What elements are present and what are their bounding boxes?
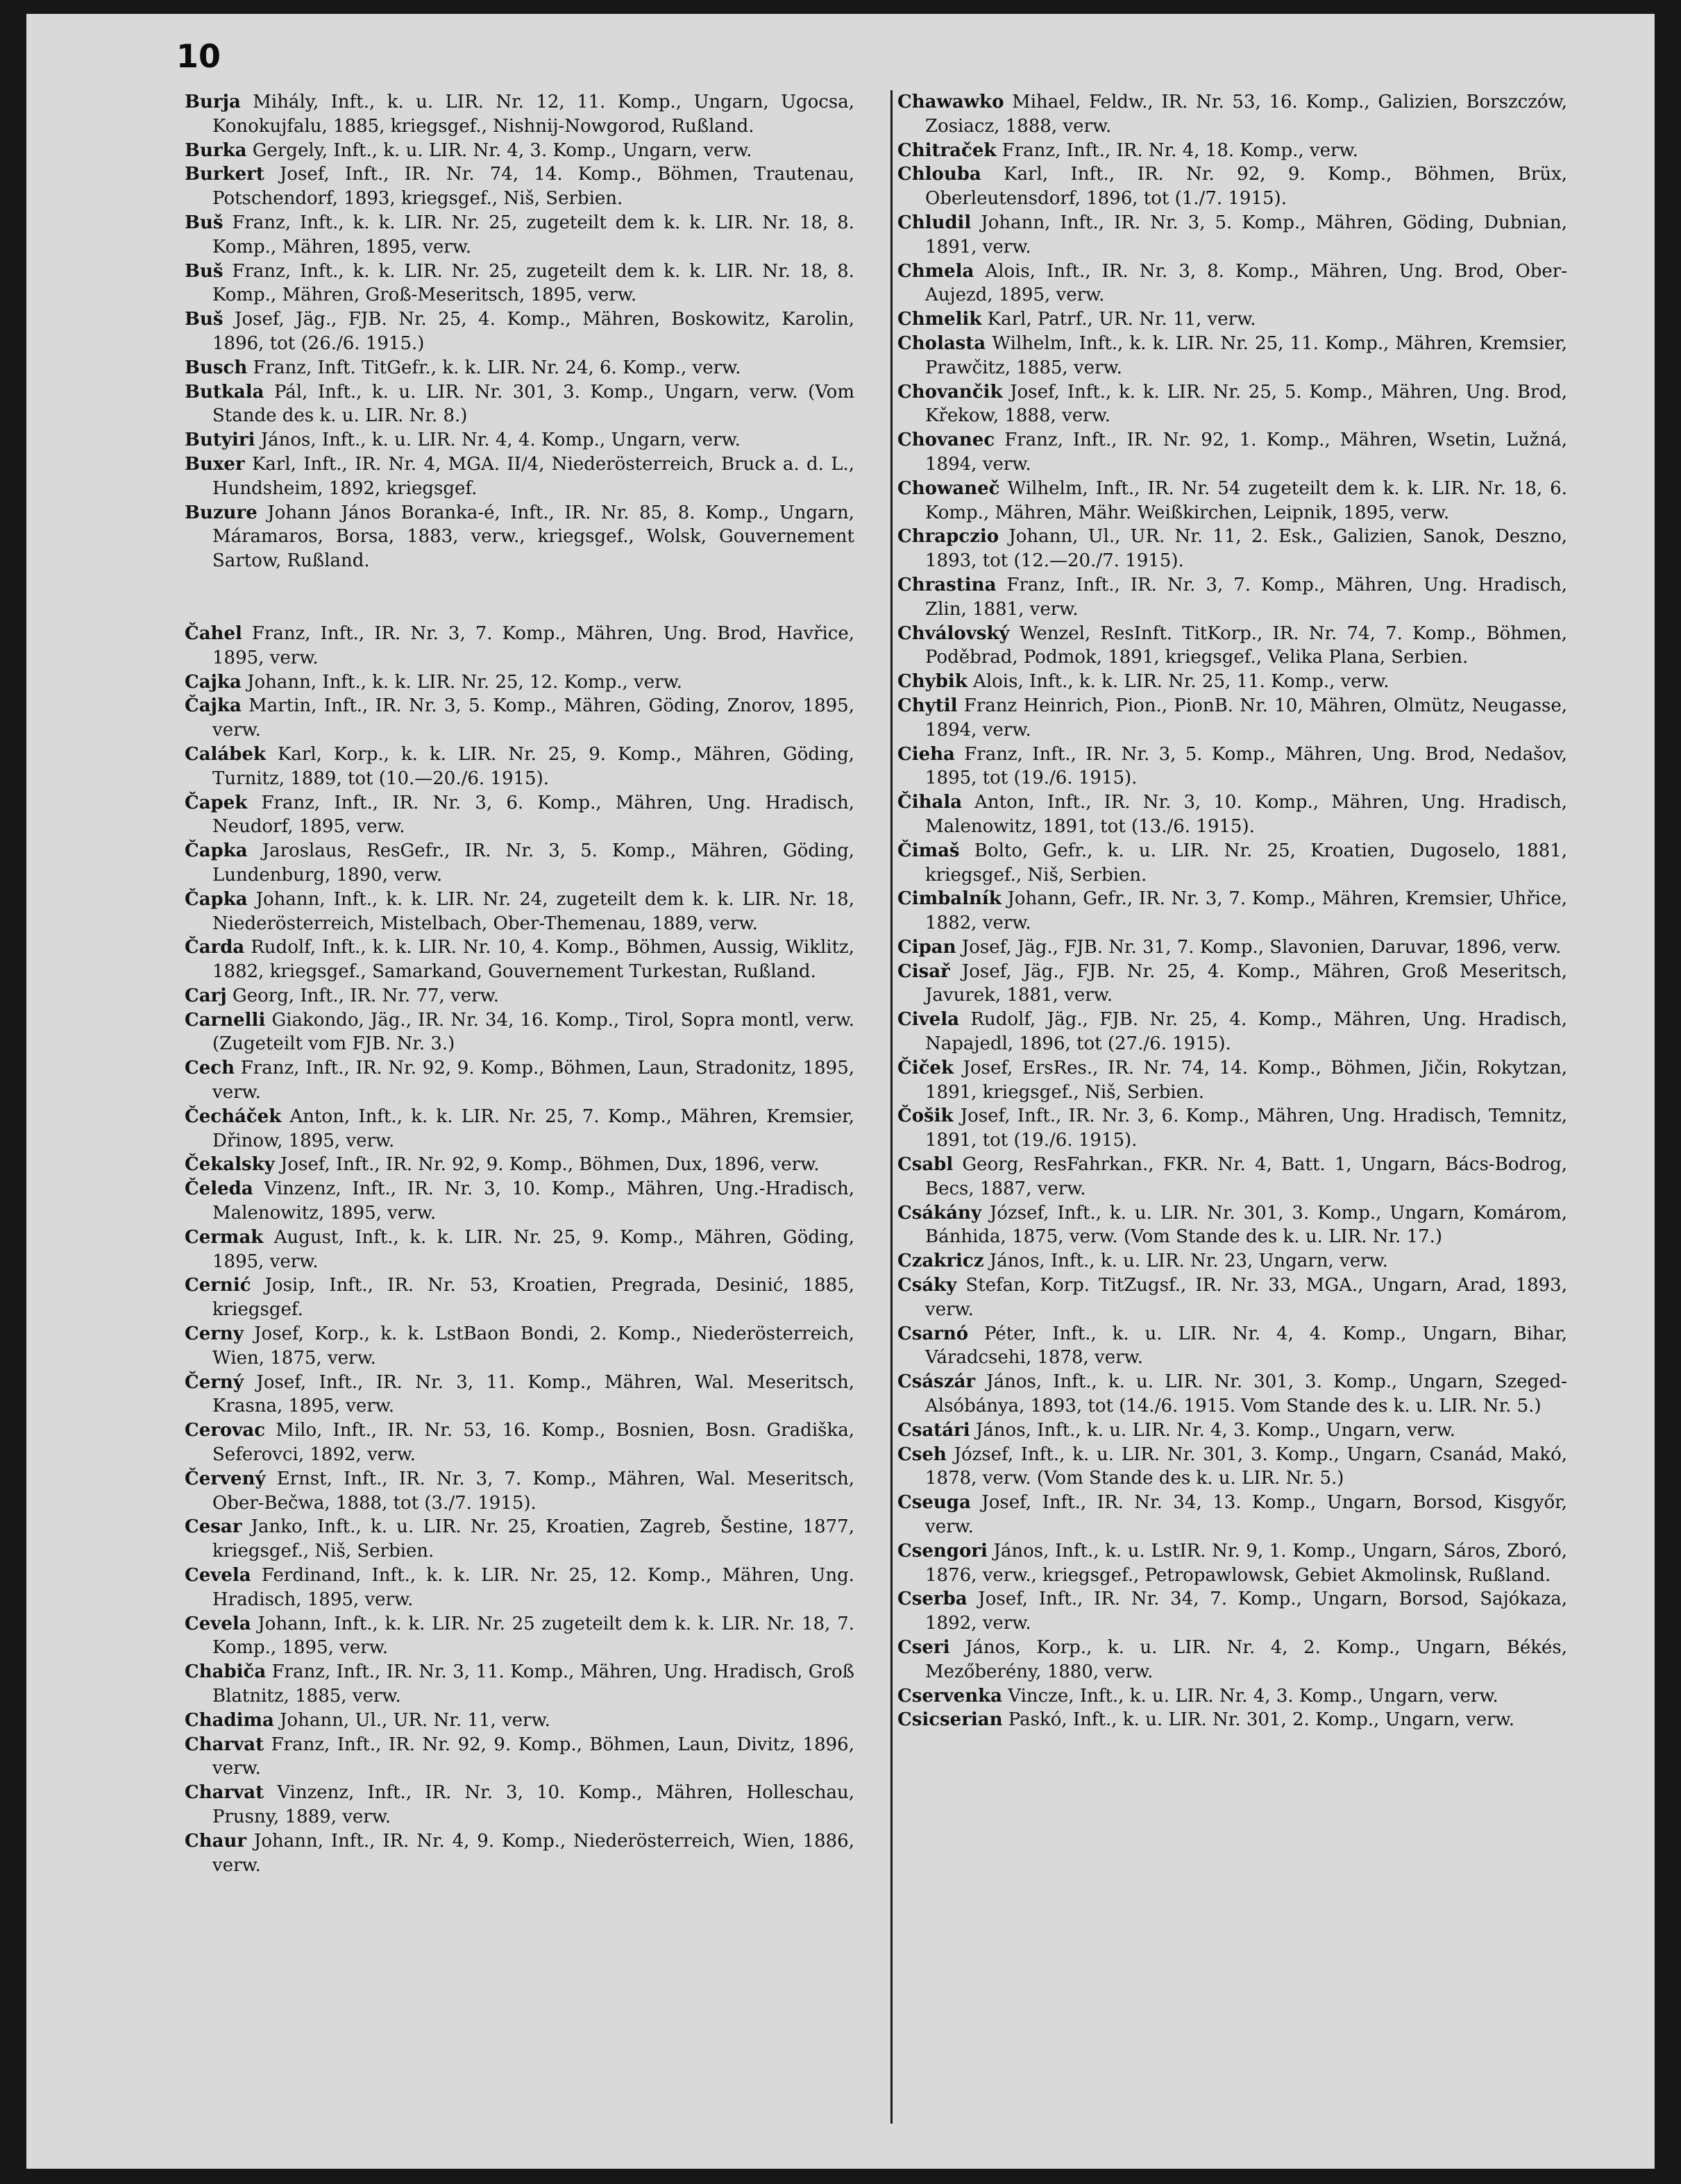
entry-surname: Čapek	[185, 792, 248, 813]
entry-details: Péter, Inft., k. u. LIR. Nr. 4, 4. Komp., Ungarn, Bihar, Váradcsehi, 1878, verw.	[925, 1323, 1567, 1369]
entry-surname: Civela	[897, 1009, 959, 1031]
register-entry	[185, 936, 854, 984]
entry-surname: Cevela	[185, 1565, 251, 1586]
entry-details: Gergely, Inft., k. u. LIR. Nr. 4, 3. Komp., Ungarn, verw.	[246, 139, 752, 161]
entry-surname: Butyiri	[185, 430, 255, 451]
entry-surname: Burja	[185, 92, 241, 112]
entry-details: August, Inft., k. k. LIR. Nr. 25, 9. Komp., Mähren, Göding, 1895, verw.	[212, 1226, 854, 1272]
entry-surname: Csengori	[897, 1540, 988, 1561]
register-entry	[185, 984, 854, 1008]
register-entry	[185, 1829, 854, 1878]
entry-surname: Csatári	[897, 1419, 970, 1441]
entry-details: Franz, Inft., IR. Nr. 3, 7. Komp., Mähren, Ung. Brod, Havřice, 1895, verw.	[212, 623, 854, 668]
register-entry	[897, 887, 1567, 936]
entry-details: Franz Heinrich, Pion., PionB. Nr. 10, Mähren, Olmütz, Neugasse, 1894, verw.	[925, 695, 1567, 740]
entry-surname: Chovančik	[897, 381, 1003, 403]
register-entry	[897, 1684, 1567, 1709]
entry-details: Josef, Jäg., FJB. Nr. 31, 7. Komp., Slavonien, Daruvar, 1896, verw.	[956, 936, 1562, 958]
entry-details: Josef, Inft., IR. Nr. 34, 13. Komp., Ungarn, Borsod, Kisgyőr, verw.	[925, 1492, 1567, 1538]
entry-surname: Császár	[897, 1371, 976, 1393]
entry-surname: Cimbalník	[897, 888, 1002, 910]
register-entry	[185, 1322, 854, 1371]
register-entry	[897, 1443, 1567, 1491]
register-entry	[897, 960, 1567, 1008]
entry-details: Franz, Inft., IR. Nr. 92, 9. Komp., Böhmen, Laun, Stradonitz, 1895, verw.	[212, 1058, 854, 1103]
register-entry	[185, 743, 854, 791]
entry-details: Milo, Inft., IR. Nr. 53, 16. Komp., Bosnien, Bosn. Gradiška, Seferovci, 1892, verw.	[212, 1420, 854, 1466]
register-entry	[897, 622, 1567, 670]
entry-details: Johann, Inft., k. k. LIR. Nr. 25, 12. Komp., verw.	[241, 671, 682, 693]
entry-details: Georg, ResFahrkan., FKR. Nr. 4, Batt. 1, Ungarn, Bács-Bodrog, Becs, 1887, verw.	[925, 1154, 1567, 1199]
register-entry	[185, 1008, 854, 1057]
entry-surname: Csicserian	[897, 1709, 1003, 1731]
entry-surname: Cisař	[897, 960, 950, 982]
entry-surname: Cseh	[897, 1444, 947, 1465]
register-entry	[185, 1371, 854, 1419]
entry-surname: Cesar	[185, 1516, 242, 1538]
entry-details: Franz, Inft., k. k. LIR. Nr. 25, zugeteilt dem k. k. LIR. Nr. 18, 8. Komp., Mähren, Groß-Meseritsch, 1895, verw.	[212, 260, 854, 306]
entry-surname: Csarnó	[897, 1323, 969, 1344]
entry-details: Bolto, Gefr., k. u. LIR. Nr. 25, Kroatien, Dugoselo, 1881, kriegsgef., Niš, Serbien.	[925, 840, 1567, 886]
entry-surname: Csákány	[897, 1202, 982, 1224]
entry-details: János, Inft., k. u. LIR. Nr. 301, 3. Komp., Ungarn, Szeged-Alsóbánya, 1893, tot (14./6. 1915. Vom Stande des k. u. LIR. Nr. 5.)	[925, 1371, 1567, 1417]
entry-details: Josef, Inft., IR. Nr. 3, 6. Komp., Mähren, Ung. Hradisch, Temnitz, 1891, tot (19./6. 1915).	[925, 1106, 1567, 1151]
register-entry	[185, 1781, 854, 1829]
register-entry	[185, 1226, 854, 1274]
entry-details: Johann, Inft., k. k. LIR. Nr. 25 zugeteilt dem k. k. LIR. Nr. 18, 7. Komp., 1895, verw.	[212, 1613, 854, 1659]
register-entry	[185, 307, 854, 356]
entry-details: János, Inft., k. u. LstIR. Nr. 9, 1. Komp., Ungarn, Sáros, Zboró, 1876, verw., kriegsgef., Petropawlowsk, Gebiet Akmolinsk, Rußland.	[925, 1540, 1567, 1586]
register-entry	[185, 452, 854, 501]
left-column	[185, 90, 854, 1877]
entry-details: Franz, Inft., IR. Nr. 3, 5. Komp., Mähren, Ung. Brod, Nedašov, 1895, tot (19./6. 1915).	[925, 743, 1567, 789]
entry-surname: Čajka	[185, 695, 242, 717]
entry-surname: Čihala	[897, 792, 963, 813]
entry-details: Johann, Ul., UR. Nr. 11, 2. Esk., Galizien, Sanok, Deszno, 1893, tot (12.—20./7. 1915).	[925, 526, 1567, 572]
entry-surname: Čecháček	[185, 1106, 282, 1127]
register-entry	[897, 1419, 1567, 1443]
entry-surname: Chválovský	[897, 623, 1010, 644]
entry-surname: Cermak	[185, 1226, 264, 1248]
register-entry	[897, 380, 1567, 429]
register-entry	[185, 694, 854, 743]
entry-details: Josef, Inft., IR. Nr. 34, 7. Komp., Ungarn, Borsod, Sajókaza, 1892, verw.	[925, 1589, 1567, 1634]
page-number: 10	[176, 37, 221, 75]
register-entry	[897, 839, 1567, 888]
entry-details: Karl, Inft., IR. Nr. 92, 9. Komp., Böhmen, Brüx, Oberleutensdorf, 1896, tot (1./7. 1915).	[925, 164, 1567, 210]
register-entry	[185, 1467, 854, 1516]
column-divider	[890, 90, 893, 2124]
entry-surname: Černý	[185, 1371, 244, 1393]
register-entry	[185, 1153, 854, 1177]
entry-surname: Cajka	[185, 671, 242, 693]
entry-surname: Čahel	[185, 623, 242, 644]
entry-details: Josef, Inft., k. k. LIR. Nr. 25, 5. Komp., Mähren, Ung. Brod, Křekow, 1888, verw.	[925, 381, 1567, 427]
entry-surname: Cserba	[897, 1589, 968, 1610]
register-entry	[185, 1515, 854, 1564]
entry-surname: Chadima	[185, 1709, 274, 1731]
entry-details: Josef, Jäg., FJB. Nr. 25, 4. Komp., Mähren, Groß Meseritsch, Javurek, 1881, verw.	[925, 960, 1567, 1006]
entry-details: János, Inft., k. u. LIR. Nr. 4, 3. Komp., Ungarn, verw.	[970, 1419, 1456, 1441]
entry-surname: Chmela	[897, 260, 974, 282]
entry-surname: Cieha	[897, 743, 955, 765]
register-entry	[185, 888, 854, 936]
entry-surname: Csabl	[897, 1154, 954, 1176]
register-entry	[185, 1419, 854, 1467]
entry-surname: Buxer	[185, 453, 245, 475]
entry-surname: Busch	[185, 357, 248, 378]
register-entry	[897, 1008, 1567, 1056]
entry-surname: Cholasta	[897, 332, 986, 354]
entry-details: János, Inft., k. u. LIR. Nr. 4, 4. Komp., Ungarn, verw.	[255, 430, 741, 451]
entry-surname: Chowaneč	[897, 477, 1000, 499]
entry-surname: Cevela	[185, 1613, 251, 1634]
entry-details: Johann, Inft., k. k. LIR. Nr. 24, zugeteilt dem k. k. LIR. Nr. 18, Niederösterreich, Mistelbach, Ober-Themenau, 1889, verw.	[212, 888, 854, 934]
entry-surname: Calábek	[185, 743, 266, 765]
entry-surname: Burka	[185, 139, 247, 161]
register-entry	[185, 1056, 854, 1105]
entry-surname: Carnelli	[185, 1009, 266, 1031]
register-entry	[185, 1660, 854, 1709]
register-entry	[897, 332, 1567, 380]
register-entry	[897, 477, 1567, 525]
entry-surname: Cipan	[897, 936, 956, 958]
entry-details: Alois, Inft., k. k. LIR. Nr. 25, 11. Komp., verw.	[967, 671, 1389, 693]
entry-details: Vinzenz, Inft., IR. Nr. 3, 10. Komp., Mähren, Holleschau, Prusny, 1889, verw.	[212, 1782, 854, 1827]
entry-details: Josip, Inft., IR. Nr. 53, Kroatien, Pregrada, Desinić, 1885, kriegsgef.	[212, 1275, 854, 1321]
entry-surname: Buš	[185, 309, 223, 330]
entry-details: Ernst, Inft., IR. Nr. 3, 7. Komp., Mähren, Wal. Meseritsch, Ober-Bečwa, 1888, tot (3./7. 1915).	[212, 1468, 854, 1514]
register-entry	[897, 1249, 1567, 1273]
register-entry	[897, 1708, 1567, 1732]
register-entry	[897, 1636, 1567, 1684]
entry-details: Martin, Inft., IR. Nr. 3, 5. Komp., Mähren, Göding, Znorov, 1895, verw.	[212, 695, 854, 741]
register-entry	[897, 211, 1567, 260]
entry-surname: Carj	[185, 985, 227, 1006]
entry-surname: Czakricz	[897, 1251, 984, 1272]
entry-surname: Charvat	[185, 1782, 264, 1804]
entry-surname: Chybik	[897, 671, 968, 693]
register-entry	[897, 1056, 1567, 1105]
entry-surname: Čimaš	[897, 840, 960, 861]
entry-details: Pál, Inft., k. u. LIR. Nr. 301, 3. Komp., Ungarn, verw. (Vom Stande des k. u. LIR. Nr. 8.)	[212, 381, 854, 427]
register-entry	[897, 790, 1567, 839]
entry-details: Franz, Inft., IR. Nr. 3, 6. Komp., Mähren, Ung. Hradisch, Neudorf, 1895, verw.	[212, 792, 854, 838]
register-entry	[897, 1370, 1567, 1419]
entry-details: Mihály, Inft., k. u. LIR. Nr. 12, 11. Komp., Ungarn, Ugocsa, Konokujfalu, 1885, kriegsgef., Nishnij-Nowgorod, Rußland.	[212, 92, 854, 137]
entry-details: Karl, Inft., IR. Nr. 4, MGA. II/4, Niederösterreich, Bruck a. d. L., Hundsheim, 1892, kriegsgef.	[212, 453, 854, 499]
register-entry	[185, 622, 854, 670]
register-entry	[185, 1273, 854, 1322]
entry-details: Franz, Inft., k. k. LIR. Nr. 25, zugeteilt dem k. k. LIR. Nr. 18, 8. Komp., Mähren, 1895, verw.	[212, 212, 854, 257]
entry-details: Franz, Inft., IR. Nr. 3, 7. Komp., Mähren, Ung. Hradisch, Zlin, 1881, verw.	[925, 574, 1567, 620]
entry-surname: Cech	[185, 1058, 235, 1079]
register-entry	[185, 90, 854, 139]
entry-details: Georg, Inft., IR. Nr. 77, verw.	[226, 985, 499, 1006]
register-entry	[897, 139, 1567, 163]
entry-details: Paskó, Inft., k. u. LIR. Nr. 301, 2. Komp., Ungarn, verw.	[1002, 1709, 1514, 1731]
register-entry	[185, 1733, 854, 1781]
entry-details: Franz, Inft., IR. Nr. 3, 11. Komp., Mähren, Ung. Hradisch, Groß Blatnitz, 1885, verw.	[212, 1661, 854, 1707]
document-page	[26, 14, 1655, 2169]
register-entry	[185, 211, 854, 260]
entry-surname: Chovanec	[897, 430, 995, 451]
entry-details: Josef, Inft., IR. Nr. 74, 14. Komp., Böhmen, Trautenau, Potschendorf, 1893, kriegsgef., Niš, Serbien.	[212, 164, 854, 210]
entry-details: Johann, Ul., UR. Nr. 11, verw.	[273, 1709, 550, 1731]
entry-surname: Chlouba	[897, 164, 981, 185]
register-entry	[897, 1273, 1567, 1322]
entry-details: Mihael, Feldw., IR. Nr. 53, 16. Komp., Galizien, Borszczów, Zosiacz, 1888, verw.	[925, 92, 1567, 137]
entry-surname: Chrapczio	[897, 526, 999, 548]
entry-surname: Butkala	[185, 381, 264, 403]
entry-details: Franz, Inft., IR. Nr. 92, 9. Komp., Böhmen, Laun, Divitz, 1896, verw.	[212, 1734, 854, 1779]
register-entry	[185, 1709, 854, 1733]
register-entry	[185, 1612, 854, 1661]
register-entry	[185, 1564, 854, 1612]
entry-details: Josef, Jäg., FJB. Nr. 25, 4. Komp., Mähren, Boskowitz, Karolin, 1896, tot (26./6. 1915.)	[212, 309, 854, 354]
entry-surname: Chaur	[185, 1830, 247, 1852]
entry-surname: Cservenka	[897, 1685, 1002, 1707]
register-entry	[185, 670, 854, 695]
entry-details: Vincze, Inft., k. u. LIR. Nr. 4, 3. Komp., Ungarn, verw.	[1002, 1685, 1498, 1707]
entry-details: Anton, Inft., IR. Nr. 3, 10. Komp., Mähren, Ung. Hradisch, Malenowitz, 1891, tot (13./6. 1915).	[925, 792, 1567, 837]
entry-details: Rudolf, Jäg., FJB. Nr. 25, 4. Komp., Mähren, Ung. Hradisch, Napajedl, 1896, tot (27./6. 1915).	[925, 1009, 1567, 1055]
register-entry	[897, 573, 1567, 622]
entry-details: Johann, Inft., IR. Nr. 4, 9. Komp., Niederösterreich, Wien, 1886, verw.	[212, 1830, 854, 1876]
register-entry	[185, 260, 854, 308]
entry-details: Johann, Inft., IR. Nr. 3, 5. Komp., Mähren, Göding, Dubnian, 1891, verw.	[925, 212, 1567, 257]
entry-surname: Charvat	[185, 1734, 264, 1755]
entry-surname: Cernić	[185, 1275, 251, 1296]
register-entry	[897, 1201, 1567, 1250]
entry-surname: Červený	[185, 1468, 266, 1489]
entry-surname: Chitraček	[897, 139, 997, 161]
entry-details: József, Inft., k. u. LIR. Nr. 301, 3. Komp., Ungarn, Komárom, Bánhida, 1875, verw. (Vom Stande des k. u. LIR. Nr. 17.)	[925, 1202, 1567, 1248]
register-entry	[897, 307, 1567, 332]
entry-surname: Csáky	[897, 1275, 957, 1296]
entry-details: Franz, Inft. TitGefr., k. k. LIR. Nr. 24, 6. Komp., verw.	[247, 357, 741, 378]
entry-details: János, Inft., k. u. LIR. Nr. 23, Ungarn, verw.	[983, 1251, 1388, 1272]
register-entry	[185, 428, 854, 452]
register-entry	[185, 139, 854, 163]
register-entry	[897, 694, 1567, 743]
right-column	[897, 90, 1567, 1732]
register-entry	[897, 428, 1567, 477]
register-entry	[897, 162, 1567, 211]
register-entry	[897, 670, 1567, 694]
entry-surname: Čapka	[185, 888, 248, 910]
entry-surname: Čapka	[185, 840, 248, 862]
register-entry	[185, 501, 854, 573]
entry-details: Karl, Patrf., UR. Nr. 11, verw.	[981, 309, 1256, 330]
entry-details: Alois, Inft., IR. Nr. 3, 8. Komp., Mähren, Ung. Brod, Ober-Aujezd, 1895, verw.	[925, 260, 1567, 306]
entry-surname: Cseuga	[897, 1492, 971, 1514]
entry-details: Johann János Boranka-é, Inft., IR. Nr. 85, 8. Komp., Ungarn, Máramaros, Borsa, 1883, verw., kriegsgef., Wolsk, Gouvernement Sartow, Rußland.	[212, 502, 854, 572]
entry-surname: Chludil	[897, 212, 972, 233]
entry-surname: Čarda	[185, 937, 245, 958]
register-entry	[185, 839, 854, 888]
entry-details: Giakondo, Jäg., IR. Nr. 34, 16. Komp., Tirol, Sopra montl, verw. (Zugeteilt vom FJB. Nr. 3.)	[212, 1009, 854, 1055]
register-entry	[185, 380, 854, 429]
register-entry	[185, 1177, 854, 1226]
entry-details: Anton, Inft., k. k. LIR. Nr. 25, 7. Komp., Mähren, Kremsier, Dřinow, 1895, verw.	[212, 1106, 854, 1151]
entry-details: Wilhelm, Inft., IR. Nr. 54 zugeteilt dem k. k. LIR. Nr. 18, 6. Komp., Mähren, Mähr. Weißkirchen, Leipnik, 1895, verw.	[925, 477, 1567, 523]
entry-surname: Cerny	[185, 1323, 244, 1345]
entry-surname: Buš	[185, 260, 223, 282]
entry-surname: Buš	[185, 212, 223, 233]
entry-surname: Chrastina	[897, 574, 997, 595]
entry-surname: Cseri	[897, 1637, 950, 1658]
register-entry	[185, 791, 854, 840]
entry-details: Josef, Inft., IR. Nr. 92, 9. Komp., Böhmen, Dux, 1896, verw.	[274, 1154, 820, 1176]
entry-surname: Čošik	[897, 1106, 954, 1127]
entry-details: József, Inft., k. u. LIR. Nr. 301, 3. Komp., Ungarn, Csanád, Makó, 1878, verw. (Vom Stande des k. u. LIR. Nr. 5.)	[925, 1444, 1567, 1489]
register-entry	[897, 1104, 1567, 1153]
entry-details: János, Korp., k. u. LIR. Nr. 4, 2. Komp., Ungarn, Békés, Mezőberény, 1880, verw.	[925, 1637, 1567, 1682]
register-entry	[897, 1322, 1567, 1371]
register-entry	[897, 1539, 1567, 1588]
entry-surname: Chawawko	[897, 92, 1004, 112]
entry-details: Josef, Korp., k. k. LstBaon Bondi, 2. Komp., Niederösterreich, Wien, 1875, verw.	[212, 1323, 854, 1369]
entry-surname: Čiček	[897, 1057, 954, 1078]
entry-details: Stefan, Korp. TitZugsf., IR. Nr. 33, MGA., Ungarn, Arad, 1893, verw.	[925, 1275, 1567, 1320]
register-entry	[897, 936, 1567, 960]
entry-surname: Chytil	[897, 695, 958, 716]
register-entry	[185, 162, 854, 211]
entry-details: Janko, Inft., k. u. LIR. Nr. 25, Kroatien, Zagreb, Šestine, 1877, kriegsgef., Niš, Serbien.	[212, 1516, 854, 1562]
register-entry	[897, 90, 1567, 139]
entry-surname: Chabiča	[185, 1661, 267, 1683]
register-entry	[897, 1153, 1567, 1201]
section-gap	[185, 573, 854, 622]
entry-details: Franz, Inft., IR. Nr. 92, 1. Komp., Mähren, Wsetin, Lužná, 1894, verw.	[925, 430, 1567, 475]
register-entry	[897, 260, 1567, 308]
register-entry	[185, 356, 854, 380]
entry-details: Vinzenz, Inft., IR. Nr. 3, 10. Komp., Mähren, Ung.-Hradisch, Malenowitz, 1895, verw.	[212, 1178, 854, 1224]
entry-details: Jaroslaus, ResGefr., IR. Nr. 3, 5. Komp., Mähren, Göding, Lundenburg, 1890, verw.	[212, 840, 854, 886]
entry-details: Johann, Gefr., IR. Nr. 3, 7. Komp., Mähren, Kremsier, Uhřice, 1882, verw.	[925, 888, 1567, 934]
register-entry	[185, 1105, 854, 1153]
register-entry	[897, 1491, 1567, 1539]
entry-surname: Čeleda	[185, 1178, 253, 1200]
entry-details: Karl, Korp., k. k. LIR. Nr. 25, 9. Komp., Mähren, Göding, Turnitz, 1889, tot (10.—20./6. 1915).	[212, 743, 854, 789]
entry-details: Josef, ErsRes., IR. Nr. 74, 14. Komp., Böhmen, Jičin, Rokytzan, 1891, kriegsgef., Niš, Serbien.	[925, 1057, 1567, 1103]
register-entry	[897, 743, 1567, 791]
entry-surname: Burkert	[185, 164, 264, 185]
entry-details: Rudolf, Inft., k. k. LIR. Nr. 10, 4. Komp., Böhmen, Aussig, Wiklitz, 1882, kriegsgef., Samarkand, Gouvernement Turkestan, Rußland.	[212, 937, 854, 983]
entry-details: Ferdinand, Inft., k. k. LIR. Nr. 25, 12. Komp., Mähren, Ung. Hradisch, 1895, verw.	[212, 1565, 854, 1610]
entry-details: Wenzel, ResInft. TitKorp., IR. Nr. 74, 7. Komp., Böhmen, Poděbrad, Podmok, 1891, kriegsgef., Velika Plana, Serbien.	[925, 623, 1567, 668]
register-entry	[897, 525, 1567, 573]
entry-surname: Cerovac	[185, 1420, 266, 1441]
entry-details: Josef, Inft., IR. Nr. 3, 11. Komp., Mähren, Wal. Meseritsch, Krasna, 1895, verw.	[212, 1371, 854, 1417]
entry-details: Wilhelm, Inft., k. k. LIR. Nr. 25, 11. Komp., Mähren, Kremsier, Prawčitz, 1885, verw.	[925, 332, 1567, 378]
entry-surname: Chmelik	[897, 309, 982, 330]
entry-details: Franz, Inft., IR. Nr. 4, 18. Komp., verw.	[996, 139, 1358, 161]
register-entry	[897, 1587, 1567, 1636]
entry-surname: Čekalsky	[185, 1154, 275, 1176]
entry-surname: Buzure	[185, 502, 257, 523]
